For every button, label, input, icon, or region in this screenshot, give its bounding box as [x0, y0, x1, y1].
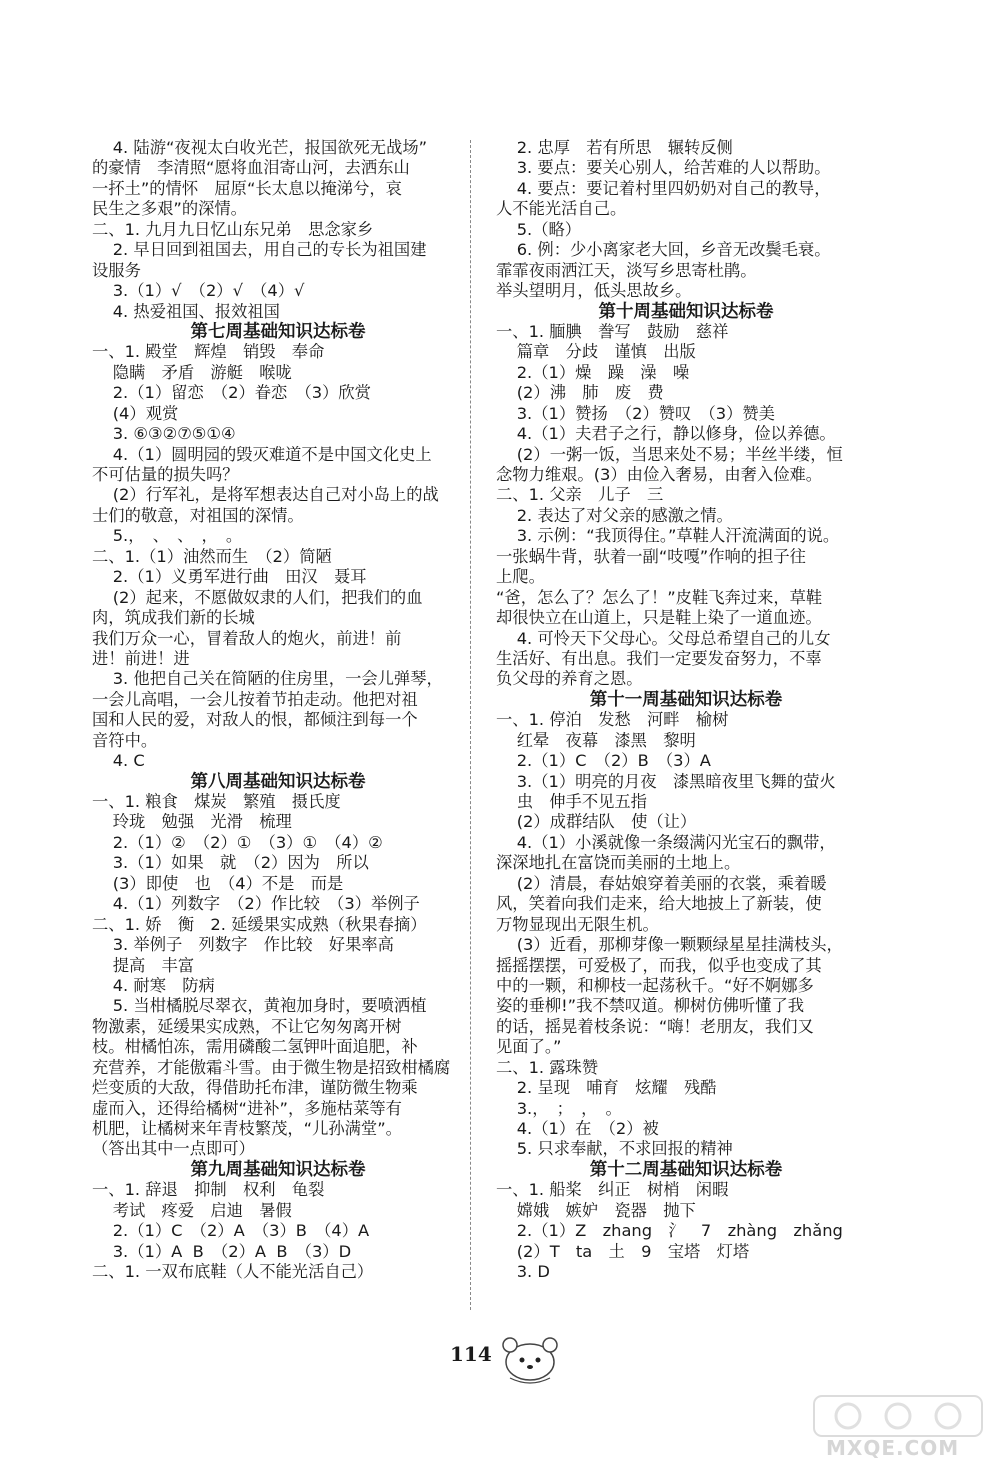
answer-line: 玲珑 勉强 光滑 梳理	[92, 812, 292, 832]
answer-line: 4.（1）圆明园的毁灭难道不是中国文化史上	[92, 444, 432, 464]
section-heading: 第十一周基础知识达标卷	[589, 689, 783, 710]
watermark-site: MXQE.COM	[826, 1436, 960, 1460]
answer-line: 肉，筑成我们新的长城	[92, 608, 255, 628]
answer-line: 霏霏夜雨洒江天，淡写乡思寄杜鹃。	[496, 260, 757, 280]
answer-line: 3. D	[496, 1262, 550, 1282]
answer-line: 音符中。	[92, 730, 158, 750]
answer-line: (4）观赏	[92, 403, 179, 423]
answer-line: 见面了。”	[496, 1037, 562, 1057]
answer-line: 2. 早日回到祖国去，用自己的专长为祖国建	[92, 240, 427, 260]
answer-line: 不可估量的损失吗？	[92, 465, 239, 484]
answer-line: 摇摇摆摆，可爱极了，而我，似乎也变成了其	[496, 955, 822, 975]
answer-line: 人不能光活自己。	[496, 199, 627, 219]
answer-line: 负父母的养育之恩。	[496, 669, 643, 689]
answer-line: 二、1. 九月九日忆山东兄弟 思念家乡	[92, 219, 374, 239]
answer-line: 举头望明月，低头思故乡。	[496, 281, 692, 301]
answer-line: 中的一颗，和柳枝一起荡秋千。“好不婀娜多	[496, 975, 814, 995]
answer-line: 一会儿高唱，一会儿按着节拍走动。他把对祖	[92, 689, 418, 709]
answer-line: 3.（1）√ （2）√ （4）√	[92, 281, 305, 301]
right-column	[496, 138, 876, 1283]
answer-line: 民生之多艰”的深情。	[92, 199, 247, 219]
answer-line: (2）一粥一饭，当思来处不易；半丝半缕，恒	[496, 444, 843, 464]
section-heading: 第九周基础知识达标卷	[190, 1159, 366, 1180]
answer-line: 5. 当柑橘脱尽翠衣，黄袍加身时，要喷洒植	[92, 996, 427, 1016]
answer-line: 4.（1）夫君子之行，静以修身，俭以养德。	[496, 424, 836, 444]
answer-line: 3.， ； ， 。	[496, 1098, 622, 1118]
answer-line: 3. 举例子 列数字 作比较 好果率高	[92, 935, 394, 955]
answer-line: “爸，怎么了？怎么了！”皮鞋飞奔过来，草鞋	[496, 587, 823, 607]
answer-line: 3.（1）如果 就 （2）因为 所以	[92, 853, 369, 873]
answer-line: 一张蜗牛背，驮着一副“吱嘎”作响的担子往	[496, 546, 806, 566]
answer-line: 烂变质的大敌，得借助托布津，谨防微生物乘	[92, 1078, 418, 1098]
answer-line: 二、1.（1）油然而生 （2）简陋	[92, 546, 332, 566]
answer-line: 3.（1）明亮的月夜 漆黑暗夜里飞舞的萤火	[496, 771, 836, 791]
answer-line: 二、1. 露珠赞	[496, 1057, 599, 1077]
answer-line: 一、1. 停泊 发愁 河畔 榆树	[496, 710, 729, 730]
answer-line: 隐瞒 矛盾 游艇 喉咙	[92, 362, 292, 382]
answer-line: 一、1. 辞退 抑制 权利 龟裂	[92, 1180, 325, 1200]
answer-line: 2.（1）留恋 （2）眷恋 （3）欣赏	[92, 383, 371, 403]
answer-line: 物激素，延缓果实成熟，不让它匆匆离开树	[92, 1016, 402, 1036]
bear-mascot-icon	[494, 1328, 566, 1386]
answer-line: 4.（1）在 （2）被	[496, 1119, 659, 1138]
answer-line: 2.（1）Z zhang 氵 7 zhàng zhǎng	[496, 1221, 843, 1241]
answer-line: 6. 例：少小离家老大回，乡音无改鬓毛衰。	[496, 240, 831, 260]
answer-line: 2.（1）燥 躁 澡 噪	[496, 362, 690, 382]
answer-line: 一、1. 殿堂 辉煌 销毁 奉命	[92, 342, 325, 362]
answer-line: 深深地扎在富饶而美丽的土地上。	[496, 853, 741, 873]
answer-line: 一、1. 腼腆 誊写 鼓励 慈祥	[496, 321, 729, 341]
answer-line: 5.， 、 、 ， 。	[92, 526, 243, 546]
answer-line: 的话，摇晃着枝条说：“嗨！老朋友，我们又	[496, 1016, 814, 1036]
answer-line: 机肥，让橘树来年青枝繁茂，“儿孙满堂”。	[92, 1119, 402, 1138]
answer-line: 上爬。	[496, 567, 545, 587]
answer-line: 二、1. 娇 衡 2. 延缓果实成熟（秋果春摘）	[92, 914, 427, 934]
answer-line: 3. ⑥③②⑦⑤①④	[92, 424, 236, 444]
answer-line: 念物力维艰。(3）由俭入奢易，由奢入俭难。	[496, 465, 823, 484]
answer-line: 一、1. 粮食 煤炭 繁殖 摄氏度	[92, 792, 341, 811]
answer-line: 2.（1）② （2）① （3）① （4）②	[92, 832, 383, 852]
answer-line: (2）T ta 土 9 宝塔 灯塔	[496, 1241, 750, 1261]
section-heading: 第十二周基础知识达标卷	[589, 1159, 783, 1180]
answer-line: 4. 陆游“夜视太白收光芒，报国欲死无战场”	[92, 138, 428, 157]
answer-line: (2）沸 肺 废 费	[496, 383, 664, 403]
answer-line: (3）即使 也 （4）不是 而是	[92, 873, 344, 893]
answer-line: (2）起来，不愿做奴隶的人们，把我们的血	[92, 587, 423, 607]
answer-line: 国和人民的爱，对敌人的恨，都倾注到每一个	[92, 710, 418, 730]
answer-line: 一、1. 船桨 纠正 树梢 闲暇	[496, 1180, 729, 1200]
answer-line: （答出其中一点即可）	[92, 1139, 255, 1159]
answer-line: 生活好、有出息。我们一定要发奋努力，不辜	[496, 648, 822, 668]
answer-line: 5.（略）	[496, 219, 582, 239]
column-divider	[470, 140, 471, 1310]
answer-line: 虚而入，还得给橘树“进补”，多施枯菜等有	[92, 1098, 402, 1118]
answer-line: 篇章 分歧 谨慎 出版	[496, 342, 696, 362]
answer-line: 却很快立在山道上，只是鞋上染了一道血迹。	[496, 608, 822, 628]
answer-line: 二、1. 一双布底鞋（人不能光活自己）	[92, 1262, 374, 1282]
answer-line: (2）行军礼，是将军想表达自己对小岛上的战	[92, 485, 439, 505]
section-heading: 第七周基础知识达标卷	[190, 321, 366, 342]
left-column	[92, 138, 464, 1283]
answer-line: 2. 忠厚 若有所思 辗转反侧	[496, 138, 733, 157]
answer-line: 进！前进！进	[92, 648, 190, 668]
answer-line: 枝。柑橘怕冻，需用磷酸二氢钾叶面追肥，补	[92, 1037, 418, 1057]
answer-line: 3.（1）A B （2）A B （3）D	[92, 1241, 352, 1261]
answer-line: 万物显现出无限生机。	[496, 914, 659, 934]
answer-line: 的豪情 李清照“愿将血泪寄山河，去洒东山	[92, 158, 410, 178]
answer-line: 2. 表达了对父亲的感激之情。	[496, 505, 733, 525]
answer-line: 4. C	[92, 751, 145, 771]
page-number: 114	[450, 1342, 492, 1366]
answer-line: 姿的垂柳!”我不禁叹道。柳树仿佛听懂了我	[496, 996, 805, 1016]
section-heading: 第十周基础知识达标卷	[598, 301, 774, 322]
answer-line: 4. 要点：要记着村里四奶奶对自己的教导，	[496, 178, 831, 198]
answer-line: 提高 丰富	[92, 955, 195, 975]
answer-line: 红晕 夜幕 漆黑 黎明	[496, 730, 696, 750]
answer-line: 4. 耐寒 防病	[92, 975, 215, 995]
answer-line: 4.（1）列数字 （2）作比较 （3）举例子	[92, 894, 420, 914]
answer-line: 虫 伸手不见五指	[496, 792, 647, 811]
answer-line: 3.（1）赞扬 （2）赞叹 （3）赞美	[496, 403, 775, 423]
answer-line: 设服务	[92, 260, 141, 280]
answer-line: (2）清晨，春姑娘穿着美丽的衣裳，乘着暖	[496, 873, 827, 893]
answer-line: 3. 他把自己关在简陋的住房里，一会儿弹琴，	[92, 669, 443, 689]
answer-line: 2.（1）义勇军进行曲 田汉 聂耳	[92, 567, 367, 587]
answer-line: (3）近看，那柳芽像一颗颗绿星星挂满枝头，	[496, 935, 843, 955]
answer-line: 4. 可怜天下父母心。父母总希望自己的儿女	[496, 628, 831, 648]
answer-line: 一抔土”的情怀 屈原“长太息以掩涕兮，哀	[92, 178, 402, 198]
answer-line: 3. 示例：“我顶得住。”草鞋人汗流满面的说。	[496, 526, 840, 546]
answer-line: 二、1. 父亲 儿子 三	[496, 485, 664, 505]
answer-line: 3. 要点：要关心别人，给苦难的人以帮助。	[496, 158, 831, 178]
answer-line: 士们的敬意，对祖国的深情。	[92, 505, 304, 525]
answer-line: 2. 呈现 哺育 炫耀 残酷	[496, 1078, 717, 1098]
answer-line: (2）成群结队 使（让）	[496, 812, 697, 832]
answer-line: 我们万众一心，冒着敌人的炮火，前进！前	[92, 628, 402, 648]
answer-line: 嫦娥 嫉妒 瓷器 抛下	[496, 1200, 696, 1220]
answer-line: 充营养，才能傲霜斗雪。由于微生物是招致柑橘腐	[92, 1057, 451, 1077]
answer-line: 考试 疼爱 启迪 暑假	[92, 1200, 292, 1220]
answer-line: 5. 只求奉献，不求回报的精神	[496, 1139, 733, 1159]
section-heading: 第八周基础知识达标卷	[190, 771, 366, 792]
answer-line: 2.（1）C （2）B （3）A	[496, 751, 711, 771]
answer-line: 4.（1）小溪就像一条缀满闪光宝石的飘带，	[496, 832, 836, 852]
answer-line: 风，笑着向我们走来，给大地披上了新装，使	[496, 894, 822, 914]
answer-line: 2.（1）C （2）A （3）B （4）A	[92, 1221, 370, 1241]
answer-line: 4. 热爱祖国、报效祖国	[92, 301, 280, 321]
